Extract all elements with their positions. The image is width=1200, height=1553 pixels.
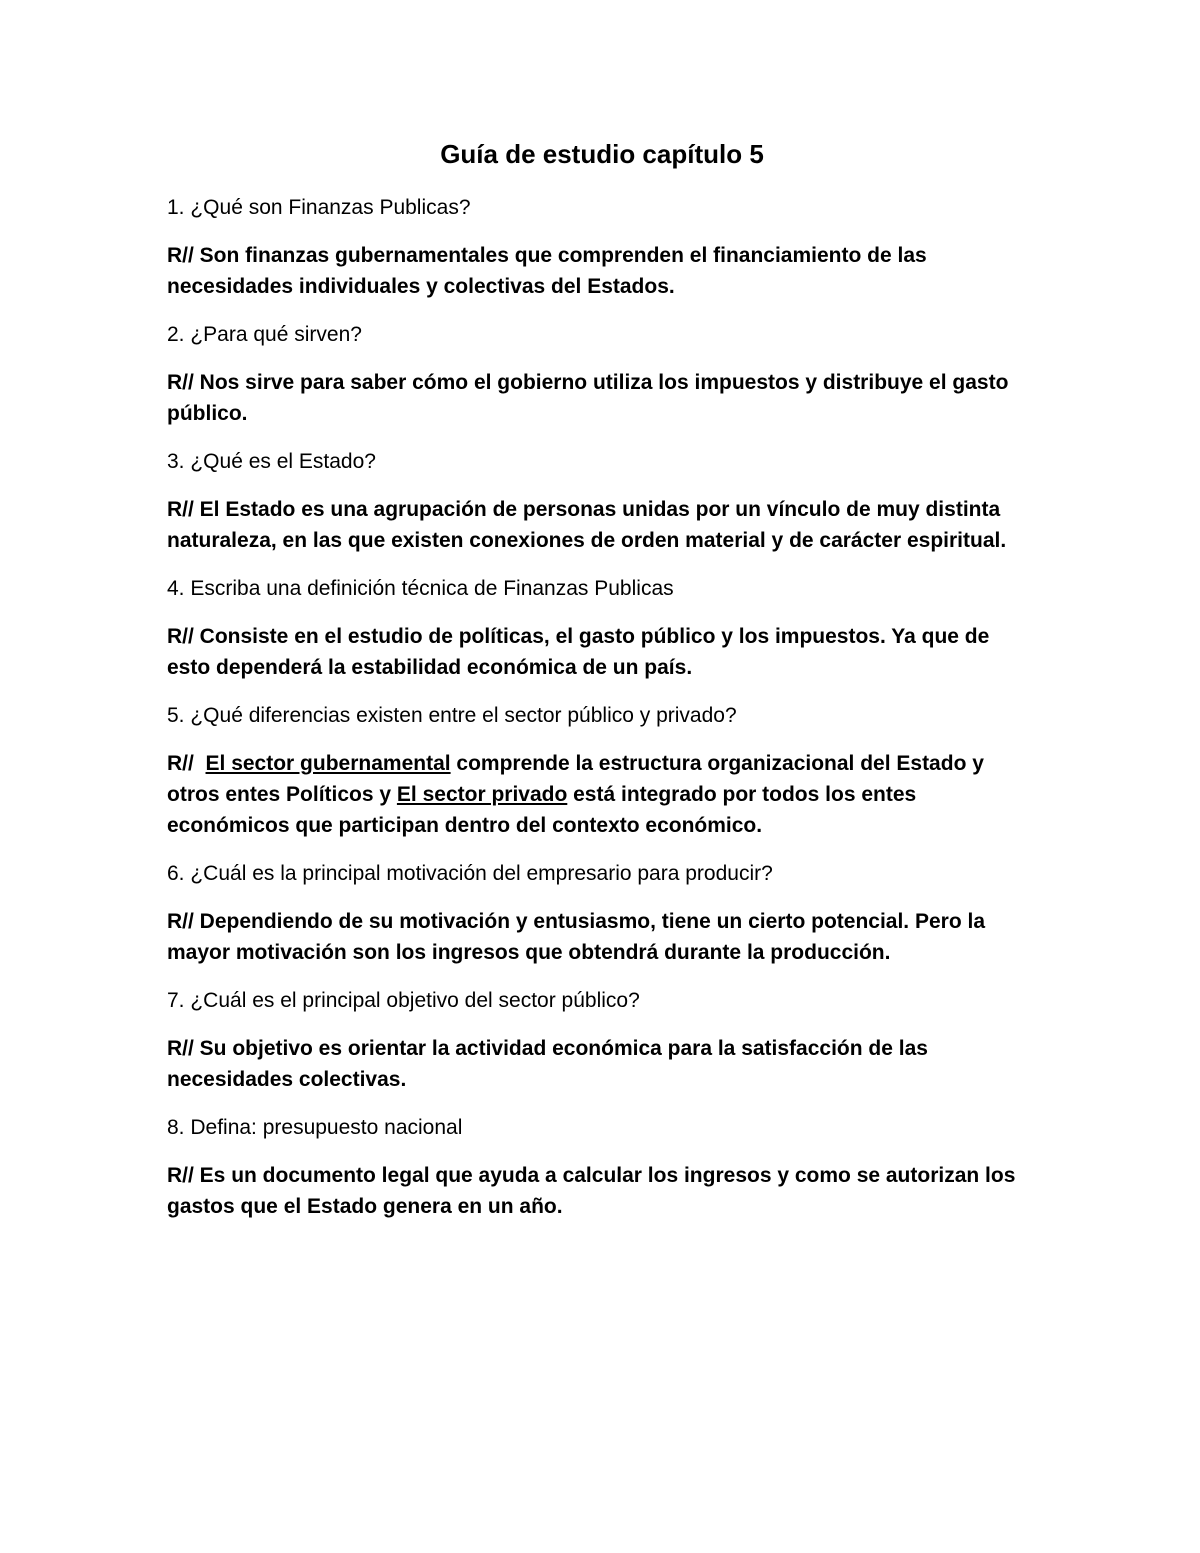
document-page — [167, 134, 1037, 1239]
answer-3: R// El Estado es una agrupación de personas unidas por un vínculo de muy distinta naturaleza, en las que existen conexiones de orden material y de carácter espiritual. — [167, 498, 1007, 552]
qa-item-5 — [167, 700, 1037, 841]
answer-6: R// Dependiendo de su motivación y entusiasmo, tiene un cierto potencial. Pero la mayor motivación son los ingresos que obtendrá durante la producción. — [167, 910, 986, 964]
answer-4: R// Consiste en el estudio de políticas, el gasto público y los impuestos. Ya que de esto dependerá la estabilidad económica de un país. — [167, 625, 990, 679]
qa-item-7 — [167, 985, 1037, 1095]
answer-8: R// Es un documento legal que ayuda a calcular los ingresos y como se autorizan los gastos que el Estado genera en un año. — [167, 1164, 1016, 1218]
document-title: Guía de estudio capítulo 5 — [440, 139, 764, 169]
answer-7: R// Su objetivo es orientar la actividad económica para la satisfacción de las necesidades colectivas. — [167, 1037, 928, 1091]
question-2: 2. ¿Para qué sirven? — [167, 323, 362, 346]
answer-1: R// Son finanzas gubernamentales que comprenden el financiamiento de las necesidades individuales y colectivas del Estados. — [167, 244, 927, 298]
qa-item-2 — [167, 319, 1037, 429]
question-7: 7. ¿Cuál es el principal objetivo del sector público? — [167, 989, 640, 1012]
answer-5-term-gubernamental: El sector gubernamental — [205, 752, 451, 775]
qa-item-8 — [167, 1112, 1037, 1222]
qa-item-6 — [167, 858, 1037, 968]
question-5: 5. ¿Qué diferencias existen entre el sector público y privado? — [167, 704, 737, 727]
question-6: 6. ¿Cuál es la principal motivación del empresario para producir? — [167, 862, 773, 885]
answer-5 — [167, 748, 1037, 841]
answer-2: R// Nos sirve para saber cómo el gobierno utiliza los impuestos y distribuye el gasto público. — [167, 371, 1009, 425]
answer-5-term-privado: El sector privado — [396, 783, 568, 806]
question-4: 4. Escriba una definición técnica de Finanzas Publicas — [167, 577, 674, 600]
question-8: 8. Defina: presupuesto nacional — [167, 1116, 463, 1139]
question-1: 1. ¿Qué son Finanzas Publicas? — [167, 196, 471, 219]
qa-item-1 — [167, 192, 1037, 302]
question-3: 3. ¿Qué es el Estado? — [167, 450, 376, 473]
qa-item-4 — [167, 573, 1037, 683]
answer-5-prefix: R// — [167, 752, 206, 775]
qa-item-3 — [167, 446, 1037, 556]
answer-5-suffix: está integrado por todos los entes económicos que participan dentro del contexto económico. — [167, 783, 923, 837]
answer-5-middle: comprende la estructura organizacional del Estado y otros entes Políticos y — [167, 752, 990, 806]
